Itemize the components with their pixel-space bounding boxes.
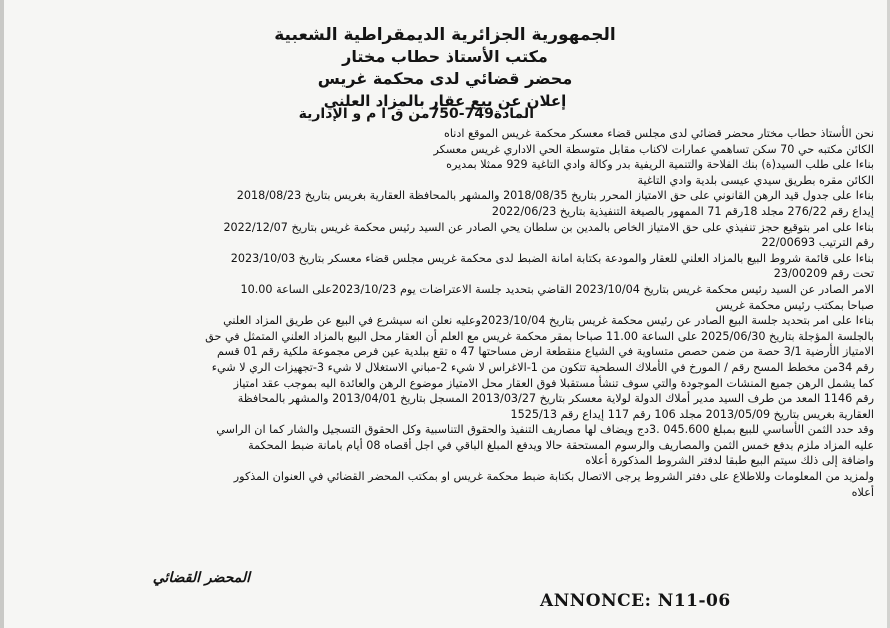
paragraph-line: وقد حدد الثمن الأساسي للبيع بمبلغ 045.600 .3دج ويضاف لها مصاريف التنفيذ والحقوق التناسبية وكل الحقوق التسجيل والشار كما ان الراسي xyxy=(216,423,874,437)
paragraph-line: صباحا بمكتب رئيس محكمة غريس xyxy=(715,298,874,312)
paragraph-line: تحت رقم 23/00209 xyxy=(773,267,874,281)
notice-title: إعلان عن بيع عقار بالمزاد العلني xyxy=(323,92,567,110)
paragraph-line: رقم الترتيب 22/00693 xyxy=(761,236,874,250)
paragraph-line: بناءا على امر بتحديد جلسة البيع الصادر عن رئيس محكمة غريس بتاريخ 2023/10/04وعليه نعلن انه سيشرع في البيع عن طريق المزاد العلني xyxy=(223,314,874,328)
bailiff-signature: المحضر القضائي xyxy=(152,570,250,586)
annonce-number: ANNONCE: N11-06 xyxy=(540,591,731,611)
notice-body xyxy=(20,126,874,500)
notice-paragraph xyxy=(20,313,874,422)
paragraph-line: بناءا على جدول قيد الرهن القانوني على حق الامتياز المحرر بتاريخ 2018/08/35 والمشهر بالمحافظة العقارية بغريس بتاريخ 2018/08/23 xyxy=(236,189,874,203)
paragraph-line: إيداع رقم 276/22 مجلد 18رقم 71 الممهور بالصيغة التنفيذية بتاريخ 2022/06/23 xyxy=(491,204,874,218)
paragraph-line: بالجلسة المؤجلة بتاريخ 2025/06/30 على الساعة 11.00 صباحا بمقر محكمة غريس مع العلم أن العقار محل البيع بالمزاد العلني المتمثل في حق xyxy=(205,329,874,343)
paragraph-line: أعلاه xyxy=(851,485,874,499)
article-reference: المادة749-750من ق ا م و الإدارية xyxy=(298,106,534,122)
paragraph-line: الكائن مقره بطريق سيدي عيسى بلدية وادي التاغية xyxy=(637,173,874,187)
paragraph-line: الكائن مكتبه حي 70 سكن تساهمي عمارات لاكناب مقابل متوسطة الحي الاداري غريس معسكر xyxy=(433,142,874,156)
notice-header xyxy=(0,24,890,112)
paragraph-line: عليه المزاد ملزم بدفع خمس الثمن والمصاريف والرسوم المستحقة حالا ويدفع المبلغ الباقي في اجل أقصاه 08 أيام بامانة ضبط المحكمة xyxy=(248,438,874,452)
republic-title: الجمهورية الجزائرية الديمقراطية الشعبية xyxy=(274,25,616,45)
paragraph-line: الامتياز الأرضية 3/1 حصة من ضمن حصص متساوية في الشياع منقطعة ارض مساحتها 47 ه تقع ببلدية عين فرص مجموعة ملكية رقم 01 قسم xyxy=(216,345,874,359)
notice-paragraph xyxy=(20,422,874,469)
paragraph-line: بناءا على طلب السيد(ة) بنك الفلاحة والتنمية الريفية بدر وكالة وادي التاغية 929 ممثلا بمديره xyxy=(446,158,874,172)
paragraph-line: كما يشمل الرهن جميع المنشات الموجودة والتي سوف تنشأ مستقبلا فوق العقار محل الامتياز موضوع الرهن والعائدة اليه بموجب عقد امتياز xyxy=(233,376,874,390)
paragraph-line: واضافة إلى ذلك سيتم البيع طبقا لدفتر الشروط المذكورة أعلاه xyxy=(585,454,874,468)
notice-paragraph xyxy=(20,188,874,219)
paragraph-line: الامر الصادر عن السيد رئيس محكمة غريس بتاريخ 2023/10/04 القاضي بتحديد جلسة الاعتراضات يوم 2023/10/23على الساعة 10.00 xyxy=(240,282,874,296)
notice-paragraph xyxy=(20,251,874,282)
paragraph-line: بناءا على قائمة شروط البيع بالمزاد العلني للعقار والمودعة بكتابة امانة الضبط لدى محكمة غريس مجلس قضاء معسكر بتاريخ 2023/10/03 xyxy=(230,251,874,265)
paragraph-line: رقم 34من مخطط المسح رقم / المورخ في الأملاك السطحية تتكون من 1-الاغراس لا شيء 2-مباني الاستغلال لا شيء 3-تجهيزات الري لا شيء xyxy=(211,360,874,374)
office-name: مكتب الأستاذ حطاب مختار xyxy=(342,47,548,66)
paragraph-line: العقارية بغريس بتاريخ 2013/05/09 مجلد 106 رقم 117 إيداع رقم 1525/13 xyxy=(510,407,874,421)
paragraph-line: نحن الأستاذ حطاب مختار محضر قضائي لدى مجلس قضاء معسكر محكمة غريس الموقع ادناه xyxy=(443,127,874,140)
notice-paragraph xyxy=(20,126,874,188)
bailiff-title: محضر قضائي لدى محكمة غريس xyxy=(317,69,573,88)
paragraph-line: رقم 1146 المعد من طرف السيد مدير أملاك الدولة لولاية معسكر بتاريخ 2013/03/27 المسجل بتاريخ 2013/04/01 والمشهر بالمحافظة xyxy=(237,392,874,406)
notice-paragraph xyxy=(20,282,874,313)
notice-paragraph xyxy=(20,220,874,251)
paragraph-line: بناءا على امر بتوقيع حجز تنفيذي على حق الامتياز الخاص بالمدين بن سلطان يحي الصادر عن السيد رئيس محكمة غريس بتاريخ 2022/12/07 xyxy=(223,220,874,234)
paragraph-line: ولمزيد من المعلومات وللاطلاع على دفتر الشروط يرجى الاتصال بكتابة ضبط محكمة غريس او بمكتب المحضر القضائي في العنوان المذكور xyxy=(233,470,874,484)
notice-paragraph xyxy=(20,469,874,500)
